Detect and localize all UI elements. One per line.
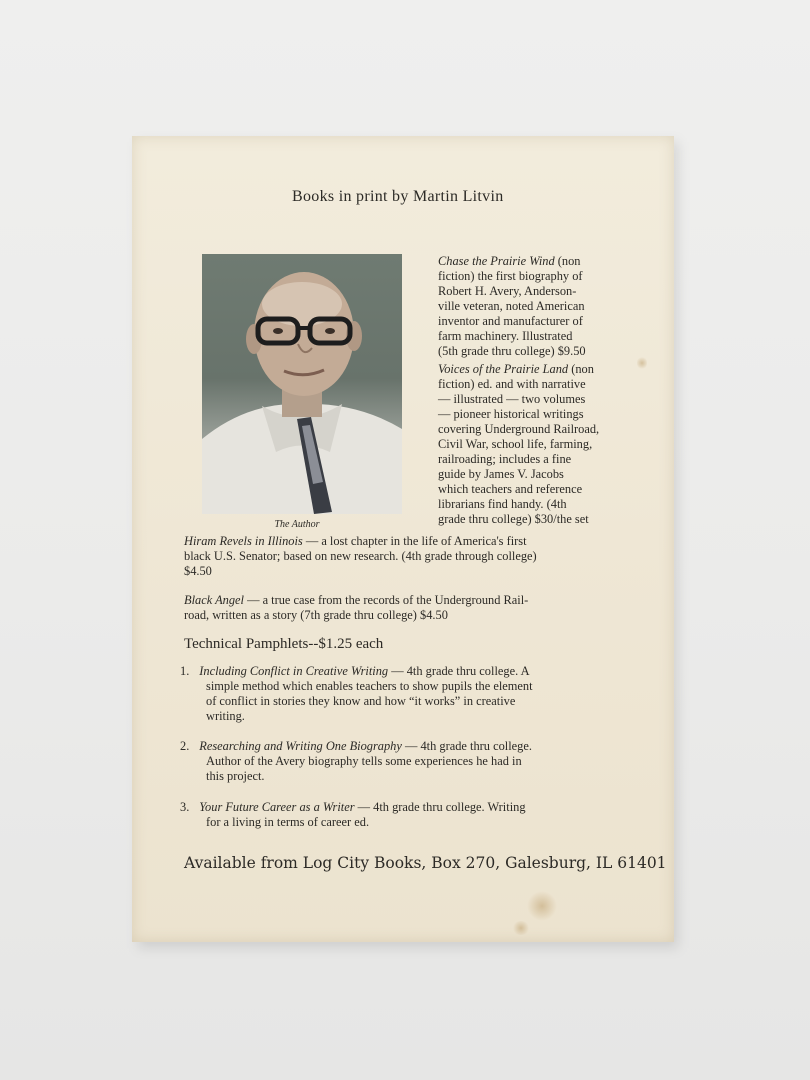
entry-text: — a lost chapter in the life of America's first (302, 534, 527, 548)
book-title: Chase the Prairie Wind (438, 254, 555, 268)
pamphlet-number: 2. (180, 739, 190, 753)
book-entry-voices-of-the-prairie-land (438, 362, 599, 527)
entry-text: (non (568, 362, 594, 376)
pamphlet-title: Including Conflict in Creative Writing (199, 664, 389, 678)
entry-text: Robert H. Avery, Anderson- (438, 284, 577, 298)
book-entry-chase-the-prairie-wind (438, 254, 586, 359)
availability-footer: Available from Log City Books, Box 270, Galesburg, IL 61401 (184, 854, 667, 872)
pamphlet-text: — 4th grade thru college. (401, 739, 532, 753)
entry-text: farm machinery. Illustrated (438, 329, 573, 343)
pamphlet-item (180, 739, 532, 784)
entry-text: (non (554, 254, 581, 268)
entry-text: black U.S. Senator; based on new research. (4th grade through college) (184, 549, 537, 563)
book-title: Voices of the Prairie Land (438, 362, 569, 376)
pamphlet-title: Researching and Writing One Biography (199, 739, 402, 753)
entry-text: — pioneer historical writings (438, 407, 584, 421)
entry-text: road, written as a story (7th grade thru college) $4.50 (184, 608, 448, 622)
pamphlet-item (180, 664, 533, 724)
book-entry-hiram-revels-in-illinois (184, 534, 537, 579)
entry-text: Civil War, school life, farming, (438, 437, 593, 451)
entry-text: guide by James V. Jacobs (438, 467, 564, 481)
pamphlet-text: writing. (206, 709, 245, 723)
photo-caption: The Author (274, 519, 320, 530)
author-portrait-image (202, 254, 402, 514)
pamphlet-item (180, 800, 526, 830)
entry-text: fiction) the first biography of (438, 269, 583, 283)
entry-text: librarians find handy. (4th (438, 497, 567, 511)
entry-text: covering Underground Railroad, (438, 422, 600, 436)
entry-text: ville veteran, noted American (438, 299, 585, 313)
pamphlet-text: — 4th grade thru college. Writing (354, 800, 526, 814)
stain (637, 356, 647, 370)
entry-text: fiction) ed. and with narrative (438, 377, 586, 391)
entry-text: grade thru college) $30/the set (438, 512, 589, 526)
entry-text: — a true case from the records of the Underground Rail- (243, 593, 529, 607)
pamphlet-text: simple method which enables teachers to show pupils the element (206, 679, 533, 693)
stain (527, 891, 557, 921)
pamphlet-text: Author of the Avery biography tells some experiences he had in (206, 754, 522, 768)
pamphlet-number: 3. (180, 800, 190, 814)
pamphlet-text: for a living in terms of career ed. (206, 815, 370, 829)
book-back-cover (132, 136, 674, 942)
entry-text: (5th grade thru college) $9.50 (438, 344, 586, 358)
book-title: Black Angel (184, 593, 244, 607)
pamphlets-heading: Technical Pamphlets--$1.25 each (184, 636, 384, 652)
pamphlet-title: Your Future Career as a Writer (199, 800, 355, 814)
book-title: Hiram Revels in Illinois (184, 534, 303, 548)
entry-text: which teachers and reference (438, 482, 583, 496)
book-entry-black-angel (184, 593, 528, 623)
stain (512, 921, 530, 935)
pamphlet-text: — 4th grade thru college. A (388, 664, 530, 678)
author-photo (202, 254, 402, 514)
entry-text: railroading; includes a fine (438, 452, 572, 466)
entry-text: $4.50 (184, 564, 212, 578)
entry-text: inventor and manufacturer of (438, 314, 583, 328)
entry-text: — illustrated — two volumes (438, 392, 586, 406)
pamphlet-text: of conflict in stories they know and how “it works” in creative (206, 694, 516, 708)
pamphlet-number: 1. (180, 664, 190, 678)
page-heading: Books in print by Martin Litvin (292, 188, 504, 205)
pamphlet-text: this project. (206, 769, 265, 783)
